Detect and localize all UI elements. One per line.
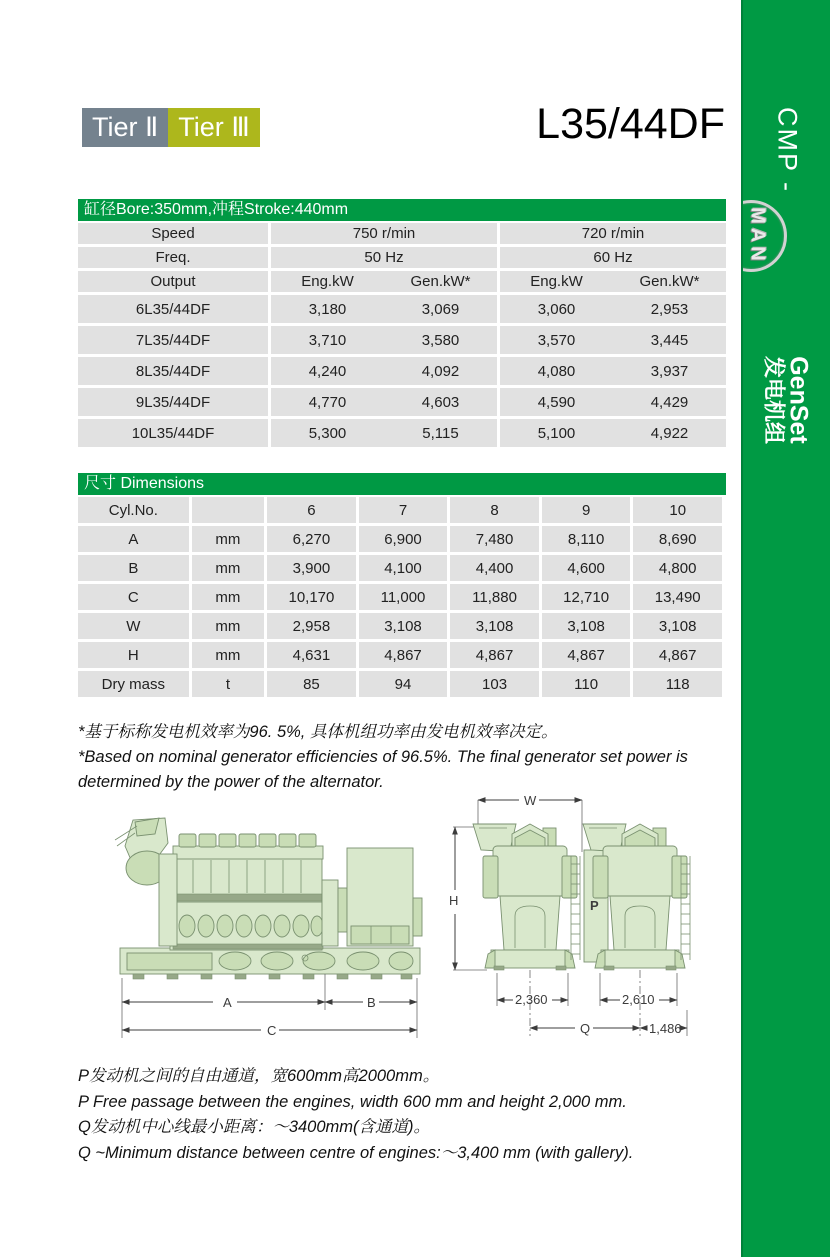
dimension-value-1: 4,867 — [359, 642, 448, 668]
outputs-50hz — [271, 357, 497, 385]
outputs-50hz-value-0: 3,180 — [308, 300, 347, 318]
outputs-60hz-value-0: 3,570 — [537, 331, 576, 349]
dimension-value-3: 4,867 — [542, 642, 631, 668]
dimension-label: A — [78, 526, 189, 552]
dimension-value-4: 3,108 — [633, 613, 722, 639]
outputs-60hz-value-0: 5,100 — [537, 424, 576, 442]
output-label: Output — [78, 271, 268, 292]
dimension-value-3: 110 — [542, 671, 631, 697]
table-row — [78, 526, 722, 552]
cyl-count-9: 9 — [542, 497, 631, 523]
dimension-value-3: 8,110 — [542, 526, 631, 552]
speed-group-0: 750 r/min — [271, 223, 497, 244]
dimension-value-0: 85 — [267, 671, 356, 697]
outputs-50hz — [271, 326, 497, 354]
outputs-60hz-value-0: 4,080 — [537, 362, 576, 380]
outputs-60hz-value-0: 4,590 — [537, 393, 576, 411]
dimension-value-3: 3,108 — [542, 613, 631, 639]
dimension-unit: mm — [192, 584, 264, 610]
dimension-value-1: 94 — [359, 671, 448, 697]
model-label: 7L35/44DF — [78, 326, 268, 354]
dimension-label: H — [78, 642, 189, 668]
outputs-60hz — [500, 419, 726, 447]
dimension-label: Dry mass — [78, 671, 189, 697]
speed-group-1: 720 r/min — [500, 223, 726, 244]
output-header-group-0-value-1: Gen.kW* — [410, 273, 471, 290]
dim-label-a: A — [223, 995, 232, 1010]
cmp-brand-text: CMP - — [772, 106, 802, 194]
brand-sidebar — [741, 0, 830, 1257]
note-p-cn: P发动机之间的自由通道，宽600mm高2000mm。 — [78, 1067, 440, 1085]
model-label: 10L35/44DF — [78, 419, 268, 447]
dimensions-header: 尺寸 Dimensions — [78, 473, 726, 495]
dimension-value-1: 11,000 — [359, 584, 448, 610]
freq-group-0: 50 Hz — [271, 247, 497, 268]
dimension-value-4: 118 — [633, 671, 722, 697]
dimension-value-2: 4,400 — [450, 555, 539, 581]
bore-stroke-header: 缸径Bore:350mm,冲程Stroke:440mm — [78, 199, 726, 221]
outputs-50hz — [271, 295, 497, 323]
genset-label-en: GenSet — [784, 356, 813, 444]
outputs-50hz-value-1: 3,580 — [421, 331, 460, 349]
outputs-60hz-value-1: 2,953 — [650, 300, 689, 318]
freq-row — [78, 247, 726, 268]
outputs-50hz-value-1: 4,603 — [421, 393, 460, 411]
outputs-50hz-value-1: 4,092 — [421, 362, 460, 380]
model-label: 9L35/44DF — [78, 388, 268, 416]
outputs-60hz-value-0: 3,060 — [537, 300, 576, 318]
output-header-group-1-value-1: Gen.kW* — [639, 273, 700, 290]
outputs-60hz-value-1: 3,937 — [650, 362, 689, 380]
dimension-label: W — [78, 613, 189, 639]
dim-value-offset: 1,486 — [649, 1021, 682, 1036]
model-label: 6L35/44DF — [78, 295, 268, 323]
engine-drawing-svg — [75, 788, 730, 1058]
dim-label-b: B — [367, 995, 376, 1010]
outputs-60hz — [500, 326, 726, 354]
dimension-value-2: 4,867 — [450, 642, 539, 668]
outputs-60hz — [500, 357, 726, 385]
dimension-value-0: 6,270 — [267, 526, 356, 552]
genset-label-cn: 发电机组 — [760, 355, 786, 445]
outputs-50hz-value-1: 3,069 — [421, 300, 460, 318]
genset-section-label — [762, 356, 811, 444]
dim-label-q: Q — [580, 1021, 591, 1036]
footnote-en: *Based on nominal generator efficiencies of 96.5%. The final generator set power is determined by the power of the alternator. — [78, 748, 688, 791]
table-row — [78, 419, 726, 447]
table-row — [78, 584, 722, 610]
note-p-en: P Free passage between the engines, width 600 mm and height 2,000 mm. — [78, 1092, 627, 1111]
dimension-unit: mm — [192, 555, 264, 581]
note-q-cn: Q发动机中心线最小距离：～3400mm(含通道)。 — [78, 1118, 431, 1136]
dimension-value-0: 3,900 — [267, 555, 356, 581]
output-header-row — [78, 271, 726, 292]
outputs-50hz-value-0: 5,300 — [308, 424, 347, 442]
table-row — [78, 388, 726, 416]
cyl-no-label: Cyl.No. — [78, 497, 189, 523]
outputs-60hz — [500, 388, 726, 416]
output-header-group-1-value-0: Eng.kW — [530, 273, 583, 290]
outputs-60hz-value-1: 3,445 — [650, 331, 689, 349]
outputs-50hz-value-0: 4,240 — [308, 362, 347, 380]
speed-label: Speed — [78, 223, 268, 244]
table-row — [78, 555, 722, 581]
dimension-label: B — [78, 555, 189, 581]
dimension-value-4: 4,800 — [633, 555, 722, 581]
output-spec-table-body — [78, 223, 726, 447]
dimension-value-0: 10,170 — [267, 584, 356, 610]
cyl-count-8: 8 — [450, 497, 539, 523]
footnote-cn: *基于标称发电机效率为96. 5%, 具体机组功率由发电机效率决定。 — [78, 723, 558, 741]
cyl-count-10: 10 — [633, 497, 722, 523]
note-q-en: Q ~Minimum distance between centre of engines:～3,400 mm (with gallery). — [78, 1143, 634, 1162]
table-row — [78, 642, 722, 668]
cyl-count-7: 7 — [359, 497, 448, 523]
genset-side-view — [115, 818, 422, 1038]
cyl-unit-blank — [192, 497, 264, 523]
dimension-value-1: 3,108 — [359, 613, 448, 639]
table-row — [78, 295, 726, 323]
dimension-value-0: 2,958 — [267, 613, 356, 639]
dimension-unit: t — [192, 671, 264, 697]
engine-dimension-drawing — [75, 788, 730, 1058]
table-row — [78, 613, 722, 639]
dim-label-h: H — [449, 893, 459, 908]
output-header-group-0-value-0: Eng.kW — [301, 273, 354, 290]
freq-group-1: 60 Hz — [500, 247, 726, 268]
table-row — [78, 671, 722, 697]
outputs-50hz-value-0: 4,770 — [308, 393, 347, 411]
dimension-unit: mm — [192, 613, 264, 639]
outputs-50hz — [271, 419, 497, 447]
passage-notes — [78, 1064, 738, 1166]
dimension-value-4: 13,490 — [633, 584, 722, 610]
dimension-value-0: 4,631 — [267, 642, 356, 668]
tier3-badge: Tier Ⅲ — [168, 108, 260, 147]
dimensions-table — [75, 494, 725, 700]
dimension-value-4: 4,867 — [633, 642, 722, 668]
dimensions-table-body — [78, 497, 722, 697]
dimension-value-2: 103 — [450, 671, 539, 697]
outputs-60hz — [500, 295, 726, 323]
cyl-header-row — [78, 497, 722, 523]
man-logo-text: MAN — [746, 207, 769, 265]
dimension-value-2: 7,480 — [450, 526, 539, 552]
dimension-value-2: 3,108 — [450, 613, 539, 639]
dimension-value-1: 6,900 — [359, 526, 448, 552]
passage-label-p: P — [590, 898, 599, 913]
dimension-value-1: 4,100 — [359, 555, 448, 581]
dim-label-w: W — [524, 793, 537, 808]
outputs-50hz — [271, 388, 497, 416]
model-label: 8L35/44DF — [78, 357, 268, 385]
outputs-60hz-value-1: 4,429 — [650, 393, 689, 411]
page-title: L35/44DF — [536, 100, 725, 148]
outputs-50hz-value-0: 3,710 — [308, 331, 347, 349]
freq-label: Freq. — [78, 247, 268, 268]
dimension-value-4: 8,690 — [633, 526, 722, 552]
cyl-count-6: 6 — [267, 497, 356, 523]
dim-label-c: C — [267, 1023, 277, 1038]
output-spec-table — [75, 220, 729, 450]
dimension-unit: mm — [192, 526, 264, 552]
output-header-group-1 — [500, 271, 726, 292]
dimension-label: C — [78, 584, 189, 610]
dim-value-right-foot: 2,610 — [622, 992, 655, 1007]
dimension-value-2: 11,880 — [450, 584, 539, 610]
dimension-value-3: 12,710 — [542, 584, 631, 610]
dimension-unit: mm — [192, 642, 264, 668]
speed-row — [78, 223, 726, 244]
outputs-50hz-value-1: 5,115 — [422, 424, 459, 442]
dimension-value-3: 4,600 — [542, 555, 631, 581]
dim-value-left-foot: 2,360 — [515, 992, 548, 1007]
tier2-badge: Tier Ⅱ — [82, 108, 168, 147]
outputs-60hz-value-1: 4,922 — [650, 424, 689, 442]
generator-efficiency-footnote — [78, 720, 730, 795]
table-row — [78, 357, 726, 385]
table-row — [78, 326, 726, 354]
tier-badges — [82, 108, 260, 147]
genset-end-view — [449, 793, 690, 1036]
output-header-group-0 — [271, 271, 497, 292]
